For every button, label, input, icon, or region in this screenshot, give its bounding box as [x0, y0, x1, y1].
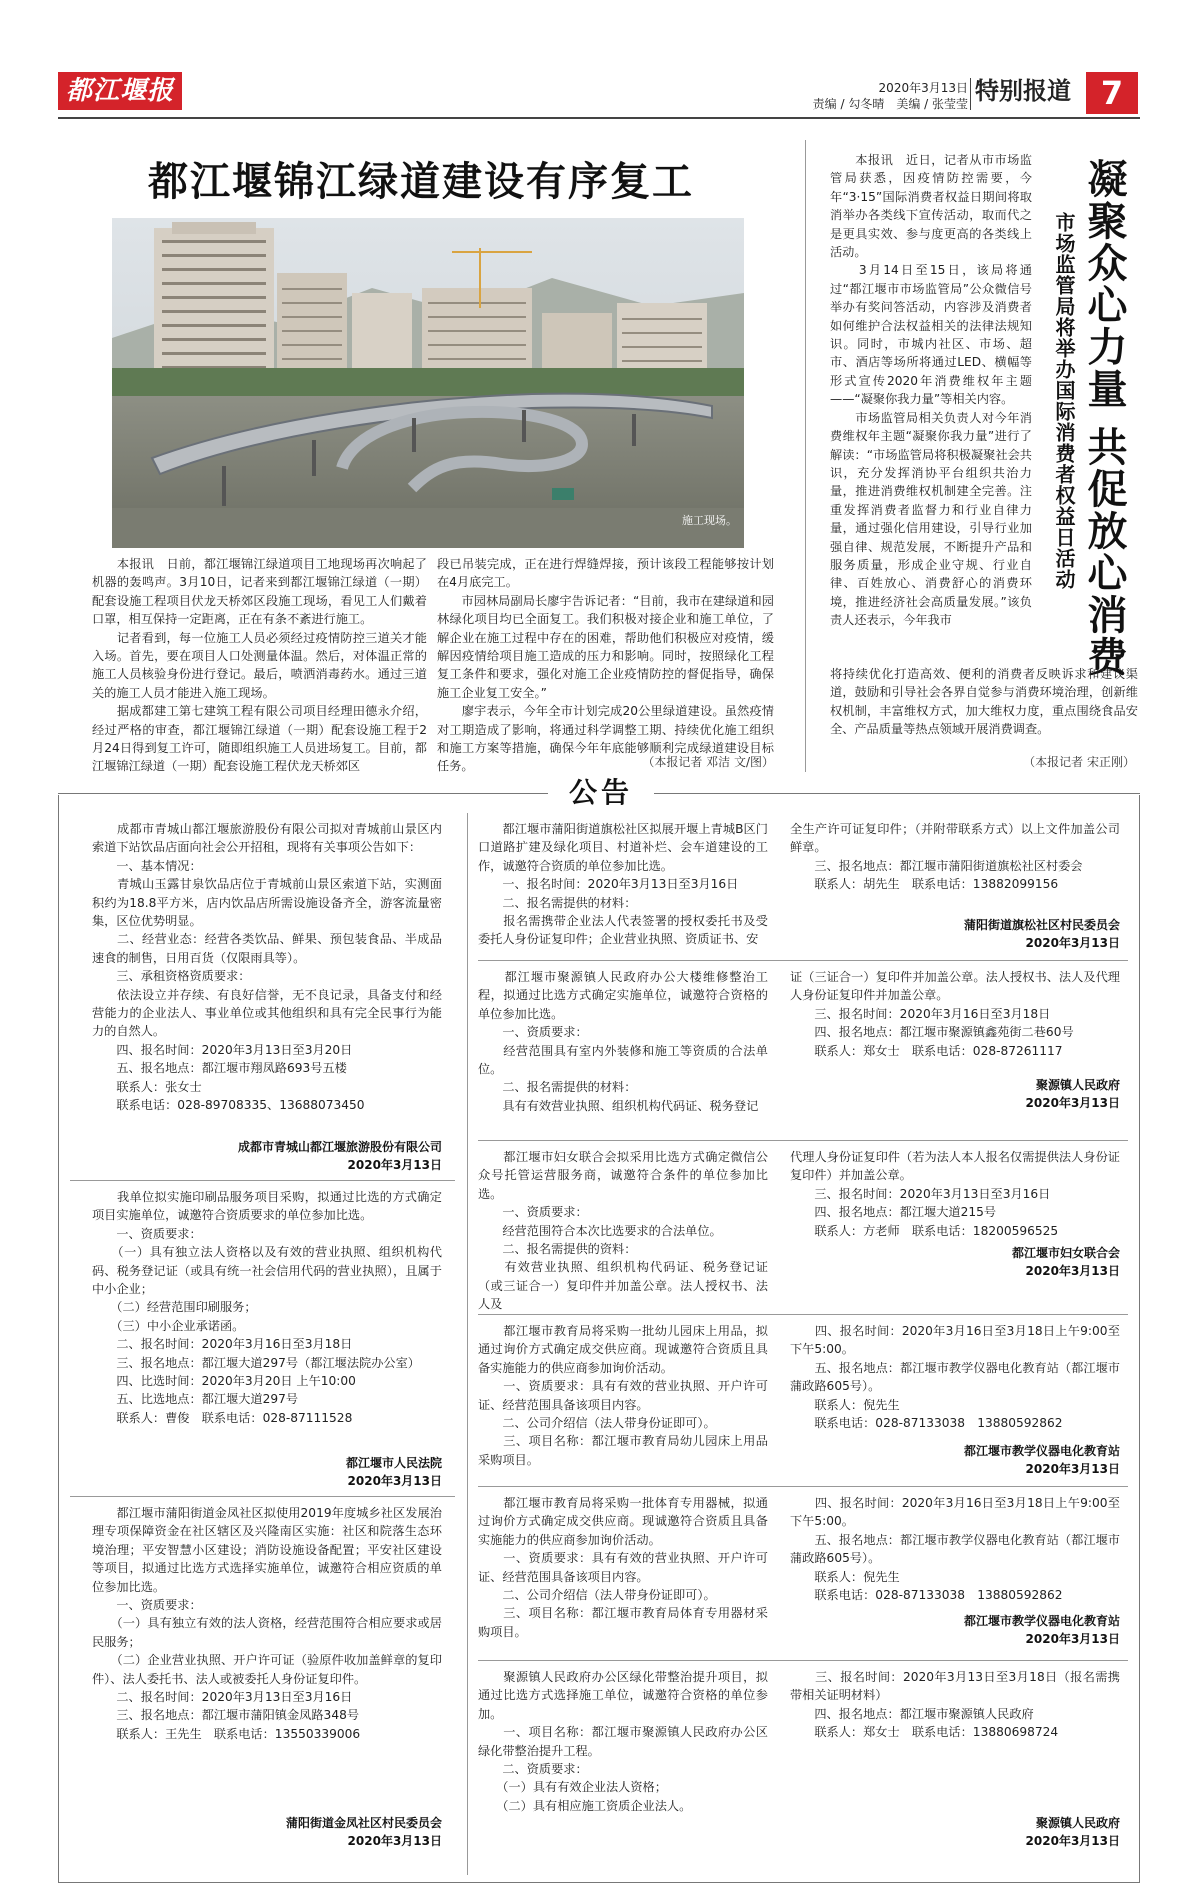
- notice-6-body-b: 代理人身份证复印件（若为法人本人报名仅需提供法人身份证复印件）并加盖公章。 三、报名时间：2020年3月13日至3月16日 四、报名地点：都江堰大道215号 联系人：方老师 联系电话：18200596525: [790, 1150, 1120, 1238]
- notice-7-date: 2020年3月13日: [1025, 1462, 1120, 1476]
- consumer-article-column-b: 将持续优化打造高效、便利的消费者反映诉求和建议渠道，鼓励和引导社会各界自觉参与消费环境治理，创新维权机制，丰富维权方式，加大维权力度，重点围绕食品安全、产品质量等热点领域开展消费调查。: [830, 667, 1138, 737]
- notice-divider: [478, 1140, 1128, 1141]
- issue-date: 2020年3月13日: [878, 81, 968, 95]
- notice-4-body-a: 都江堰市蒲阳街道旗松社区拟展开堰上青城B区门口道路扩建及绿化项目、村道补烂、会车道建设的工作，诚邀符合资质的单位参加比选。 一、报名时间：2020年3月13日至3月16日 二、报名需提供的材料： 报名需携带企业法人代表签署的授权委托书及受委托人身份证复印件；企业营业执照、资质证书、安: [478, 822, 768, 947]
- notice-8-date: 2020年3月13日: [1025, 1632, 1120, 1646]
- consumer-article-byline: （本报记者 宋正刚）: [1023, 755, 1135, 769]
- notice-8-signature: 都江堰市教学仪器电化教育站: [963, 1614, 1120, 1628]
- notice-1-signature: 成都市青城山都江堰旅游股份有限公司: [237, 1140, 442, 1154]
- notice-4-body-b: 全生产许可证复印件；（并附带联系方式）以上文件加盖公司鲜章。 三、报名地点：都江堰市蒲阳街道旗松社区村委会 联系人：胡先生 联系电话：13882099156: [790, 822, 1120, 892]
- section-title: 特别报道: [975, 76, 1071, 105]
- notice-9-signature: 聚源镇人民政府: [1035, 1816, 1120, 1830]
- notice-4-date: 2020年3月13日: [1025, 936, 1120, 950]
- article-byline: （本报记者 邓洁 文/图）: [642, 755, 774, 769]
- construction-photo-illustration: [112, 218, 744, 548]
- notice-7-body-a: 都江堰市教育局将采购一批幼儿园床上用品，拟通过询价方式确定成交供应商。现诚邀符合资质且具备实施能力的供应商参加询价活动。 一、资质要求：具有有效的营业执照、开户许可证、经营范围具备该项目内容。 二、公司介绍信（法人带身份证即可）。 三、项目名称：都江堰市教育局幼儿园床上用品采购项目。: [478, 1324, 768, 1467]
- notice-divider: [478, 1486, 1128, 1487]
- notices-top-rule-right: [654, 793, 1140, 794]
- notice-9-body-a: 聚源镇人民政府办公区绿化带整治提升项目，拟通过比选方式选择施工单位，诚邀符合资格的单位参加。 一、项目名称：都江堰市聚源镇人民政府办公区绿化带整治提升工程。 二、资质要求： （一）具有有效企业法人资格； （二）具有相应施工资质企业法人。: [478, 1670, 768, 1813]
- header-divider: [970, 78, 971, 110]
- notices-top-rule-left: [58, 793, 548, 794]
- newspaper-logo: 都江堰报: [58, 72, 182, 110]
- notice-1-date: 2020年3月13日: [347, 1158, 442, 1172]
- notice-7-body-b: 四、报名时间：2020年3月16日至3月18日上午9:00至下午5:00。 五、报名地点：都江堰市教学仪器电化教育站（都江堰市蒲政路605号）。 联系人：倪先生 联系电话：028-87133038 13880592862: [790, 1324, 1120, 1431]
- notice-7-signature: 都江堰市教学仪器电化教育站: [963, 1444, 1120, 1458]
- consumer-article-headline: 凝聚众心力量 共促放心消费: [1081, 158, 1128, 678]
- editors-credit: 责编 / 勾冬晴 美编 / 张莹莹: [812, 97, 968, 111]
- article-headline: 都江堰锦江绿道建设有序复工: [148, 158, 694, 205]
- notice-3-date: 2020年3月13日: [347, 1834, 442, 1848]
- article-column-2: 段已吊装完成，正在进行焊缝焊接，预计该段工程能够按计划在4月底完工。 市园林局副局长廖宇告诉记者：“目前，我市在建绿道和园林绿化项目均已全面复工。我们积极对接企业和施工单位，了解企业在施工过程中存在的困难，帮助他们积极应对疫情，缓解因疫情给项目施工造成的压力和影响。同时，按照绿化工程复工条件和要求，强化对施工企业疫情防控的督促指导，确保施工企业复工安全。” 廖宇表示，今年全市计划完成20公里绿道建设。虽然疫情对工期造成了影响，将通过科学调整工期、持续优化施工组织和施工方案等措施，确保今年年底能够顺利完成绿道建设目标任务。: [437, 557, 774, 774]
- column-divider: [805, 140, 806, 772]
- notice-2-signature: 都江堰市人民法院: [345, 1456, 442, 1470]
- notice-6-body-a: 都江堰市妇女联合会拟采用比选方式确定微信公众号托管运营服务商，诚邀符合条件的单位参加比选。 一、资质要求： 经营范围符合本次比选要求的合法单位。 二、报名需提供的资料： 有效营业执照、组织机构代码证、税务登记证（或三证合一）复印件并加盖公章。法人授权书、法人及: [478, 1150, 768, 1312]
- notice-3-signature: 蒲阳街道金凤社区村民委员会: [285, 1816, 442, 1830]
- consumer-article-subheadline: 市场监管局将举办国际消费者权益日活动: [1052, 212, 1076, 590]
- notices-title: 公告: [551, 776, 651, 810]
- notice-divider: [70, 1496, 455, 1497]
- consumer-article-column-a: 本报讯 近日，记者从市市场监管局获悉，因疫情防控需要，今年“3·15”国际消费者权益日期间将取消举办各类线下宣传活动，取而代之是更具实效、参与度更高的各类线上活动。 3月14日至15日，该局将通过“都江堰市市场监管局”公众微信号举办有奖问答活动，内容涉及消费者如何维护合法权益相关的法律法规知识。同时，市城内社区、市场、超市、酒店等场所将通过LED、横幅等形式宣传2020年消费维权年主题——“凝聚你我力量”等相关内容。 市场监管局相关负责人对今年消费维权年主题“凝聚你我力量”进行了解读：“市场监管局将积极凝聚社会共识，充分发挥消协平台组织共治力量，推进消费维权机制建全完善。注重发挥消费者监督力和行业自律力量，通过强化信用建设，引导行业加强自律、规范发展，不断提升产品和服务质量，形成企业守规、行业自律、百姓放心、消费舒心的消费环境，推进经济社会高质量发展。”该负责人还表示，今年我市: [830, 153, 1032, 628]
- notice-divider: [478, 1314, 1128, 1315]
- photo-caption: 施工现场。: [682, 514, 737, 527]
- header-rule: [58, 117, 1140, 119]
- article-photo: [112, 218, 744, 548]
- page-number: 7: [1086, 72, 1138, 114]
- notice-divider: [478, 1660, 1128, 1661]
- notice-6-date: 2020年3月13日: [1025, 1264, 1120, 1278]
- article-column-1: 本报讯 日前，都江堰锦江绿道项目工地现场再次响起了机器的轰鸣声。3月10日，记者来到都江堰锦江绿道（一期）配套设施工程项目伏龙天桥郊区段施工现场，看见工人们戴着口罩，相互保持一定距离，正在有条不紊进行施工。 记者看到，每一位施工人员必须经过疫情防控三道关才能入场。首先，要在项目人口处测量体温。然后，对体温正常的施工人员核验身份进行登记。最后，喷洒消毒药水。通过三道关的施工人员才能进入施工现场。 据成都建工第七建筑工程有限公司项目经理田德永介绍，经过严格的审查，都江堰锦江绿道（一期）配套设施工程于2月24日得到复工许可，随即组织施工人员进场复工。目前，都江堰锦江绿道（一期）配套设施工程伏龙天桥郊区: [92, 557, 427, 774]
- notice-6-signature: 都江堰市妇女联合会: [1011, 1246, 1120, 1260]
- notice-5-date: 2020年3月13日: [1025, 1096, 1120, 1110]
- notice-5-body-a: 都江堰市聚源镇人民政府办公大楼维修整治工程，拟通过比选方式确定实施单位，诚邀符合资格的单位参加比选。 一、资质要求： 经营范围具有室内外装修和施工等资质的合法单位。 二、报名需提供的材料： 具有有效营业执照、组织机构代码证、税务登记: [478, 970, 768, 1113]
- notice-1-body: 成都市青城山都江堰旅游股份有限公司拟对青城前山景区内索道下站饮品店面向社会公开招租，现将有关事项公告如下： 一、基本情况： 青城山玉露甘泉饮品店位于青城前山景区索道下站，实测面积约为18.8平方米，店内饮品店所需设施设备齐全，游客流量密集，区位优势明显。 二、经营业态：经营各类饮品、鲜果、预包装食品、半成品速食的制售，日用百货（仅限雨具等）。 三、承租资格资质要求： 依法设立并存续、有良好信誉，无不良记录，具备支付和经营能力的企业法人、事业单位或其他组织和具有完全民事行为能力的自然人。 四、报名时间：2020年3月13日至3月20日 五、报名地点：都江堰市翔凤路693号五楼 联系人：张女士 联系电话：028-89708335、13688073450: [92, 822, 442, 1113]
- notice-4-signature: 蒲阳街道旗松社区村民委员会: [963, 918, 1120, 932]
- notice-5-body-b: 证（三证合一）复印件并加盖公章。法人授权书、法人及代理人身份证复印件并加盖公章。 三、报名时间：2020年3月16日至3月18日 四、报名地点：都江堰市聚源镇鑫苑街二巷60号 联系人：郑女士 联系电话：028-87261117: [790, 970, 1120, 1058]
- notice-8-body-a: 都江堰市教育局将采购一批体育专用器械，拟通过询价方式确定成交供应商。现诚邀符合资质且具备实施能力的供应商参加询价活动。 一、资质要求：具有有效的营业执照、开户许可证、经营范围具备该项目内容。 二、公司介绍信（法人带身份证即可）。 三、项目名称：都江堰市教育局体育专用器材采购项目。: [478, 1496, 768, 1639]
- notice-2-date: 2020年3月13日: [347, 1474, 442, 1488]
- notice-divider: [70, 1180, 455, 1181]
- notice-9-date: 2020年3月13日: [1025, 1834, 1120, 1848]
- notice-divider: [478, 960, 1128, 961]
- notice-8-body-b: 四、报名时间：2020年3月16日至3月18日上午9:00至下午5:00。 五、报名地点：都江堰市教学仪器电化教育站（都江堰市蒲政路605号）。 联系人：倪先生 联系电话：028-87133038 13880592862: [790, 1496, 1120, 1603]
- notice-3-body: 都江堰市蒲阳街道金凤社区拟使用2019年度城乡社区发展治理专项保障资金在社区辖区及兴隆南区实施：社区和院落生态环境治理；平安智慧小区建设；消防设施设备配置；平安社区建设等项目，拟通过比选方式选择实施单位，诚邀符合相应资质的单位参加比选。 一、资质要求： （一）具有独立有效的法人资格，经营范围符合相应要求或居民服务； （二）企业营业执照、开户许可证（验原件收加盖鲜章的复印件）、法人委托书、法人或被委托人身份证复印件。 二、报名时间：2020年3月13日至3月16日 三、报名地点：都江堰市蒲阳镇金凤路348号 联系人：王先生 联系电话：13550339006: [92, 1506, 442, 1741]
- notice-5-signature: 聚源镇人民政府: [1035, 1078, 1120, 1092]
- notice-2-body: 我单位拟实施印刷品服务项目采购，拟通过比选的方式确定项目实施单位，诚邀符合资质要求的单位参加比选。 一、资质要求： （一）具有独立法人资格以及有效的营业执照、组织机构代码、税务登记证（或具有统一社会信用代码的营业执照），且属于中小企业； （二）经营范围印刷服务； （三）中小企业承诺函。 二、报名时间：2020年3月16日至3月18日 三、报名地点：都江堰大道297号（都江堰法院办公室） 四、比选时间：2020年3月20日 上午10:00 五、比选地点：都江堰大道297号 联系人：曹俊 联系电话：028-87111528: [92, 1190, 442, 1425]
- notice-9-body-b: 三、报名时间：2020年3月13日至3月18日（报名需携带相关证明材料） 四、报名地点：都江堰市聚源镇人民政府 联系人：郑女士 联系电话：13880698724: [790, 1670, 1120, 1740]
- notices-column-divider: [467, 813, 468, 1875]
